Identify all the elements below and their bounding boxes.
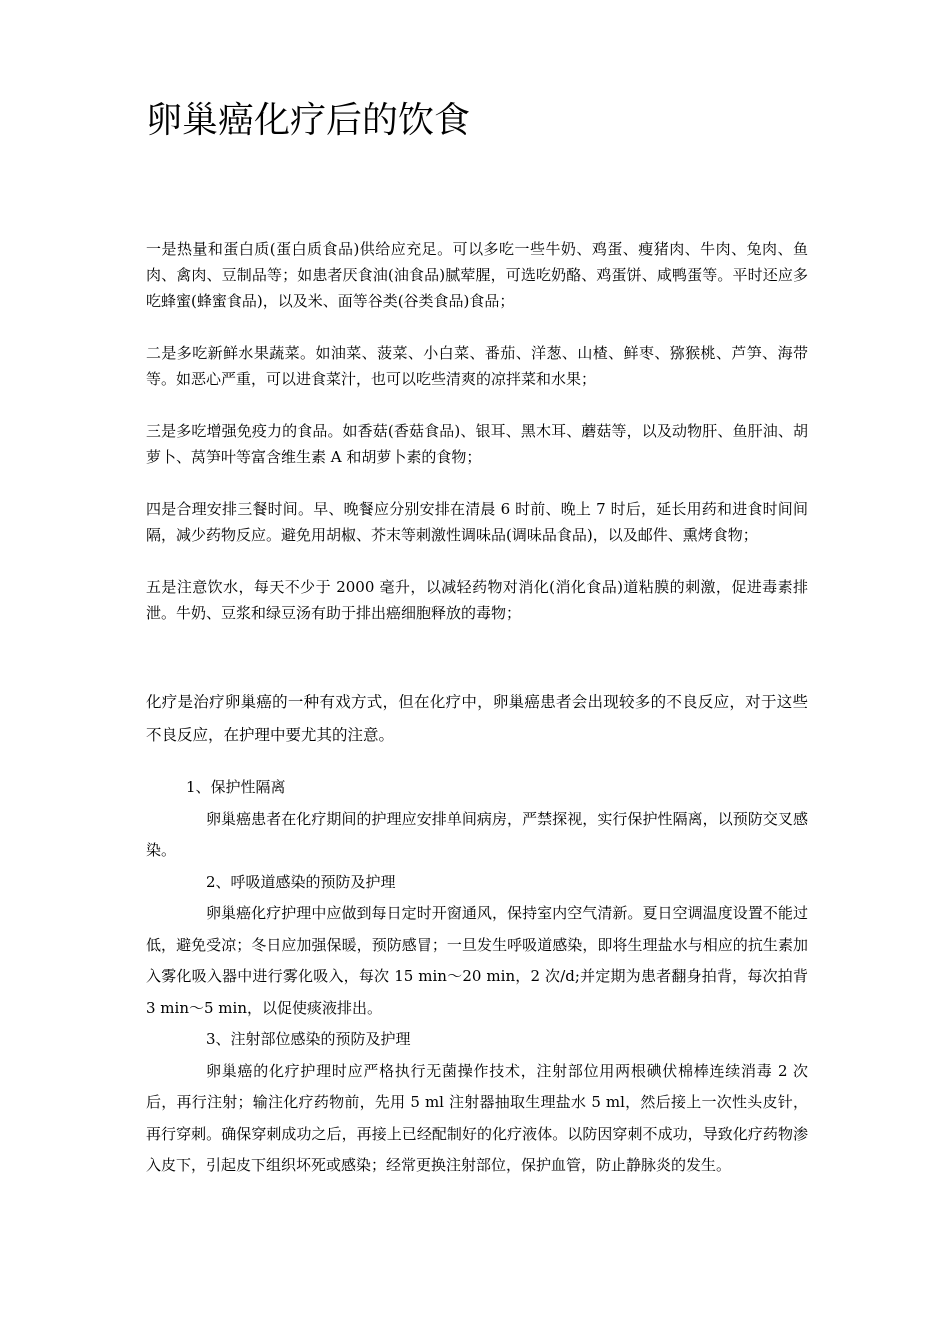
diet-item: 二是多吃新鲜水果蔬菜。如油菜、菠菜、小白菜、番茄、洋葱、山楂、鲜枣、猕猴桃、芦笋、海带等。如恶心严重，可以进食菜汁，也可以吃些清爽的凉拌菜和水果； bbox=[146, 344, 808, 388]
care-sections bbox=[146, 772, 808, 1182]
diet-item: 三是多吃增强免疫力的食品。如香菇(香菇食品)、银耳、黑木耳、蘑菇等，以及动物肝、鱼肝油、胡萝卜、莴笋叶等富含维生素 A 和胡萝卜素的食物； bbox=[146, 422, 808, 466]
page-title: 卵巢癌化疗后的饮食 bbox=[146, 100, 471, 141]
diet-list bbox=[146, 236, 808, 652]
section-body: 卵巢癌的化疗护理时应严格执行无菌操作技术，注射部位用两根碘伏棉棒连续消毒 2 次后，再行注射；输注化疗药物前，先用 5 ml 注射器抽取生理盐水 5 ml，然后接上一次性头皮针，再行穿刺。确保穿刺成功之后，再接上已经配制好的化疗液体。以防因穿刺不成功，导致化疗药物渗入皮下，引起皮下组织坏死或感染；经常更换注射部位，保护血管，防止静脉炎的发生。 bbox=[146, 1061, 808, 1174]
diet-item: 一是热量和蛋白质(蛋白质食品)供给应充足。可以多吃一些牛奶、鸡蛋、瘦猪肉、牛肉、兔肉、鱼肉、禽肉、豆制品等；如患者厌食油(油食品)腻荤腥，可选吃奶酪、鸡蛋饼、咸鸭蛋等。平时还应多吃蜂蜜(蜂蜜食品)，以及米、面等谷类(谷类食品)食品； bbox=[146, 240, 808, 310]
section-heading: 3、注射部位感染的预防及护理 bbox=[206, 1030, 411, 1048]
diet-item: 五是注意饮水，每天不少于 2000 毫升，以减轻药物对消化(消化食品)道粘膜的刺激，促进毒素排泄。牛奶、豆浆和绿豆汤有助于排出癌细胞释放的毒物； bbox=[146, 578, 808, 622]
intro-paragraph: 化疗是治疗卵巢癌的一种有戏方式，但在化疗中，卵巢癌患者会出现较多的不良反应，对于这些不良反应，在护理中要尤其的注意。 bbox=[146, 693, 808, 744]
section-heading: 2、呼吸道感染的预防及护理 bbox=[206, 872, 396, 891]
section-heading: 1、保护性隔离 bbox=[186, 778, 286, 796]
section-body: 卵巢癌患者在化疗期间的护理应安排单间病房，严禁探视，实行保护性隔离，以预防交叉感染。 bbox=[146, 809, 808, 859]
diet-item: 四是合理安排三餐时间。早、晚餐应分别安排在清晨 6 时前、晚上 7 时后，延长用药和进食时间间隔，减少药物反应。避免用胡椒、芥末等刺激性调味品(调味品食品)，以及邮件、熏烤食物； bbox=[146, 500, 808, 544]
section-body: 卵巢癌化疗护理中应做到每日定时开窗通风，保持室内空气清新。夏日空调温度设置不能过低，避免受凉；冬日应加强保暖，预防感冒；一旦发生呼吸道感染，即将生理盐水与相应的抗生素加入雾化吸入器中进行雾化吸入，每次 15 min～20 min，2 次/d;并定期为患者翻身拍背，每次拍背 3 min～5 min，以促使痰液排出。 bbox=[146, 904, 808, 1017]
